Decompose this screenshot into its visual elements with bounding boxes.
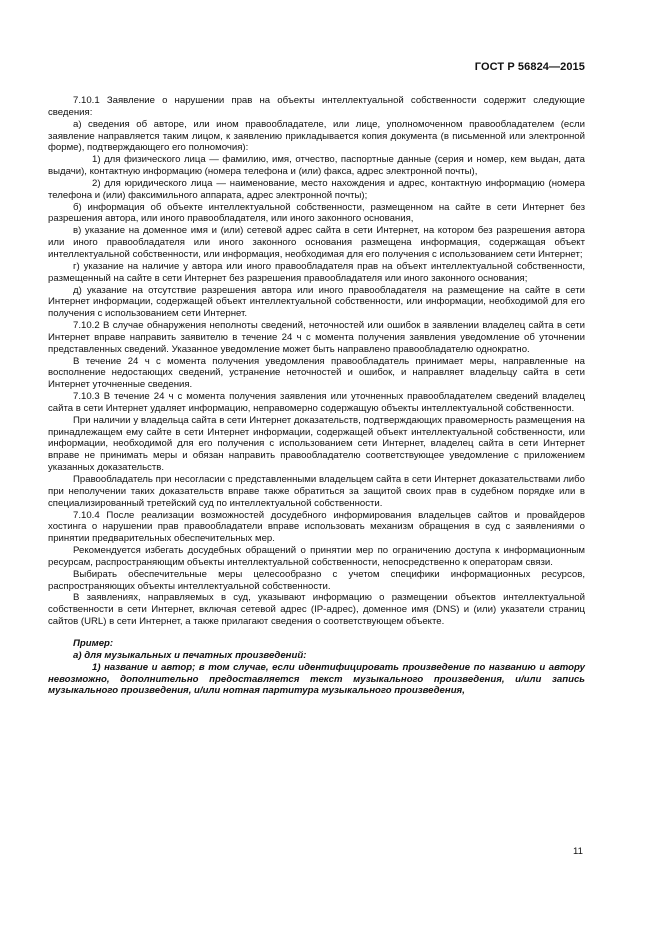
clause-7-10-2: 7.10.2 В случае обнаружения неполноты сведений, неточностей или ошибок в заявлении владелец сайта в сети Интернет вправе направить заявителю в течение 24 ч с момента получения заявления уведомление об уточнении представленных сведений. Указанное уведомление может быть направлено правообладателю однократно.	[48, 320, 585, 355]
item-a-1: 1) для физического лица — фамилию, имя, отчество, паспортные данные (серия и номер, кем выдан, дата выдачи), контактную информацию (номера телефона и (или) факса, адрес электронной почты),	[48, 154, 585, 178]
paragraph: При наличии у владельца сайта в сети Интернет доказательств, подтверждающих правомерность размещения на принадлежащем ему сайте в сети Интернет информации, содержащей объект интеллектуальной собственности, или информации, необходимой для его получения с использованием сети Интернет, владелец сайта в сети Интернет вправе не принимать меры и обязан направить правообладателю соответствующее уведомление с приложением указанных доказательств.	[48, 414, 585, 474]
item-a: а) сведения об авторе, или ином правообладателе, или лице, уполномоченном правообладателем (если заявление направляется таким лицом, к заявлению прикладывается копия документа (в письменной или электронной форме), подтверждающего его полномочия):	[48, 118, 585, 154]
paragraph: Выбирать обеспечительные меры целесообразно с учетом специфики информационных ресурсов, распространяющих объекты интеллектуальной собственности.	[48, 568, 585, 592]
paragraph: Правообладатель при несогласии с представленными владельцем сайта в сети Интернет доказательствами либо при неполучении таких доказательств вправе также обратиться за защитой своих прав в судебном порядке или в специализированный третейский суд по интеллектуальной собственности.	[48, 474, 585, 509]
paragraph: В течение 24 ч с момента получения уведомления правообладатель принимает меры, направленные на восполнение недостающих сведений, устранение неточностей и ошибок, и направляет владельцу сайта в сети Интернет уточненные сведения.	[48, 355, 585, 391]
paragraph: Рекомендуется избегать досудебных обращений о принятии мер по ограничению доступа к информационным ресурсам, распространяющим объекты интеллектуальной собственности, непосредственно к операторам связи.	[48, 545, 585, 568]
example-block	[48, 638, 585, 697]
item-a-2: 2) для юридического лица — наименование, место нахождения и адрес, контактную информацию (номера телефона и (или) факсимильного аппарата, адрес электронной почты);	[48, 177, 585, 201]
clause-7-10-3: 7.10.3 В течение 24 ч с момента получения заявления или уточненных правообладателем сведений владелец сайта в сети Интернет удаляет информацию, неправомерно содержащую объекты интеллектуальной собственности.	[48, 391, 585, 414]
standard-designation: ГОСТ Р 56824—2015	[474, 61, 585, 73]
item-b: б) информация об объекте интеллектуальной собственности, размещенном на сайте в сети Интернет без разрешения автора, или иного правообладателя, или иного законного основания,	[48, 201, 585, 225]
example-item-1: 1) название и автор; в том случае, если идентифицировать произведение по названию и автору невозможно, дополнительно предоставляется текст музыкального произведения, и/или запись музыкального произведения, и/или нотная партитура музыкального произведения,	[48, 661, 585, 697]
item-d: д) указание на отсутствие разрешения автора или иного правообладателя на размещение на сайте в сети Интернет информации, содержащей объект интеллектуальной собственности, или информации, необходимой для его получения с использованием сети Интернет.	[48, 284, 585, 320]
clause-7-10-1: 7.10.1 Заявление о нарушении прав на объекты интеллектуальной собственности содержит следующие сведения:	[48, 95, 585, 118]
document-body	[48, 95, 585, 697]
item-v: в) указание на доменное имя и (или) сетевой адрес сайта в сети Интернет, на котором без разрешения автора или иного правообладателя или иного законного основания размещена информация, содержащая объект интеллектуальной собственности, или информация, необходимая для его получения с использованием сети Интернет;	[48, 225, 585, 260]
page-number: 11	[573, 846, 583, 857]
paragraph: В заявлениях, направляемых в суд, указывают информацию о размещении объектов интеллектуальной собственности в сети Интернет, включая сетевой адрес (IP-адрес), доменное имя (DNS) и (или) указатели страниц сайтов (URL) в сети Интернет, а также прилагают сведения о соответствующем объекте.	[48, 592, 585, 628]
clause-7-10-4: 7.10.4 После реализации возможностей досудебного информирования владельцев сайтов и провайдеров хостинга о нарушении прав правообладатели вправе использовать механизм обращения в суд с заявлениями о принятии предварительных обеспечительных мер.	[48, 509, 585, 545]
example-subitem-a: а) для музыкальных и печатных произведений:	[73, 649, 307, 661]
example-heading: Пример:	[73, 637, 114, 649]
item-g: г) указание на наличие у автора или иного правообладателя прав на объект интеллектуальной собственности, размещенный на сайте в сети Интернет без разрешения правообладателя или иного законного основания;	[48, 260, 585, 284]
